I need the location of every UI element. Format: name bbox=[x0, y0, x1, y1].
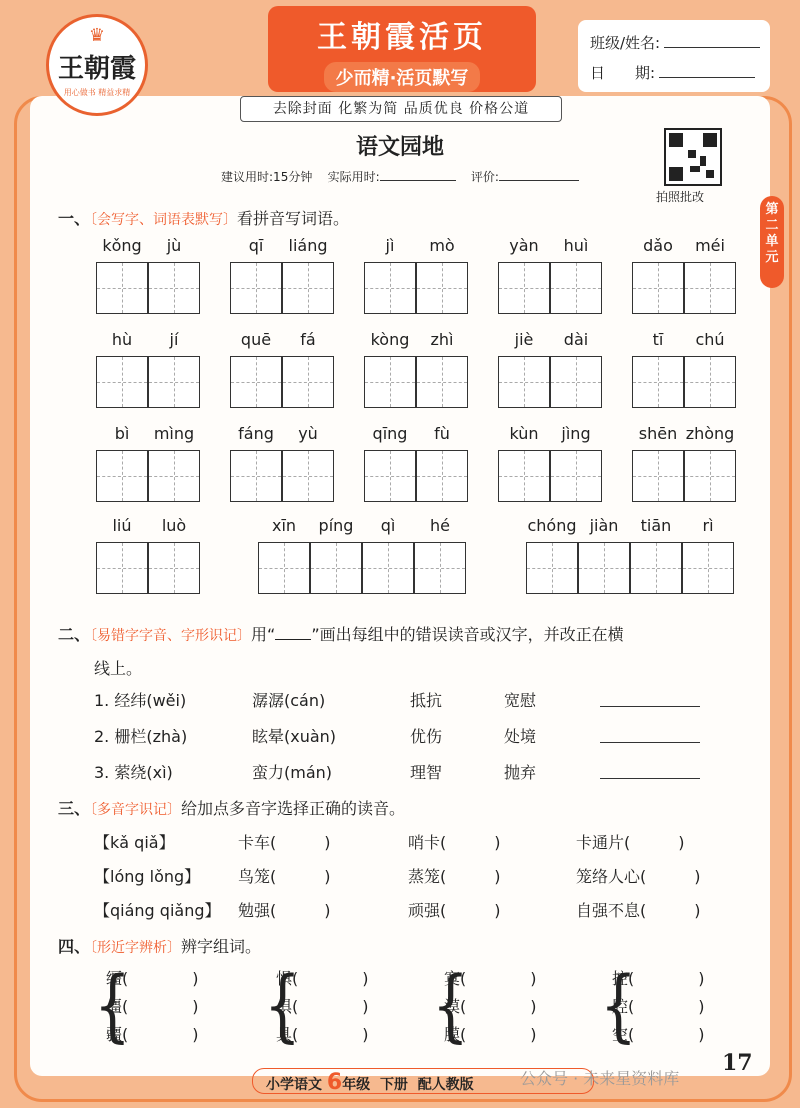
writing-cell[interactable] bbox=[364, 450, 416, 502]
section-4-tag: 〔形近字辨析〕 bbox=[90, 940, 182, 956]
date-field[interactable] bbox=[659, 63, 755, 78]
writing-cell[interactable] bbox=[310, 542, 362, 594]
pinyin-label: mò bbox=[429, 236, 455, 255]
similar-char-item[interactable]: 具( ) bbox=[276, 1025, 369, 1044]
section-4-heading: 四、〔形近字辨析〕辨字组词。 bbox=[58, 937, 262, 956]
pinyin-label: chú bbox=[695, 330, 725, 349]
pinyin-label: tiān bbox=[640, 516, 672, 535]
writing-cell[interactable] bbox=[578, 542, 630, 594]
polyphone-item[interactable]: 顽强( ) bbox=[408, 901, 501, 920]
error-item: 理智 bbox=[410, 763, 443, 782]
pinyin-label: tī bbox=[652, 330, 664, 349]
writing-cell[interactable] bbox=[632, 262, 684, 314]
error-item: 处境 bbox=[504, 727, 537, 746]
pinyin-label: chóng bbox=[527, 516, 577, 535]
pinyin-label: zhì bbox=[430, 330, 454, 349]
pinyin-label: jìng bbox=[561, 424, 591, 443]
similar-char-item[interactable]: 腔( ) bbox=[612, 997, 705, 1016]
polyphone-item[interactable]: 笼络人心( ) bbox=[576, 867, 701, 886]
logo-name: 王朝霞 bbox=[57, 54, 136, 84]
section-1-heading: 一、〔会写字、词语表默写〕看拼音写词语。 bbox=[58, 209, 350, 228]
polyphone-item[interactable]: 自强不息( ) bbox=[576, 901, 701, 920]
pinyin-label: fá bbox=[300, 330, 316, 349]
section-1-tag: 〔会写字、词语表默写〕 bbox=[90, 212, 238, 228]
footer-grade-number: 6 bbox=[326, 1070, 343, 1095]
pinyin-label: hù bbox=[111, 330, 133, 349]
footer-grade-text: 年级 bbox=[342, 1077, 371, 1093]
writing-cell[interactable] bbox=[96, 262, 148, 314]
writing-cell[interactable] bbox=[682, 542, 734, 594]
class-name-row bbox=[590, 32, 760, 53]
footer-edition: 配人教版 bbox=[417, 1077, 474, 1093]
polyphone-item[interactable]: 鸟笼( ) bbox=[238, 867, 331, 886]
date-row bbox=[590, 62, 755, 83]
writing-cell[interactable] bbox=[258, 542, 310, 594]
section-4-instruction: 辨字组词。 bbox=[181, 937, 262, 956]
polyphone-item[interactable]: 勉强( ) bbox=[238, 901, 331, 920]
actual-time-field[interactable] bbox=[380, 168, 456, 181]
pinyin-label: jí bbox=[169, 330, 179, 349]
pinyin-label: kǒng bbox=[102, 236, 142, 255]
pinyin-label: zhòng bbox=[685, 424, 735, 443]
writing-cell[interactable] bbox=[550, 356, 602, 408]
writing-cell[interactable] bbox=[230, 356, 282, 408]
watermark: 公众号 · 未来星资料库 bbox=[520, 1069, 680, 1088]
date-label: 日 期: bbox=[590, 64, 656, 82]
brace-icon: { bbox=[432, 959, 469, 1052]
writing-cell[interactable] bbox=[148, 542, 200, 594]
pinyin-label: dài bbox=[563, 330, 589, 349]
writing-cell[interactable] bbox=[498, 356, 550, 408]
similar-char-item[interactable]: 缰( ) bbox=[106, 969, 199, 988]
motto-strip: 去除封面 化繁为简 品质优良 价格公道 bbox=[240, 96, 562, 122]
pinyin-label: jù bbox=[166, 236, 182, 255]
error-item: 蛮力(mán) bbox=[252, 763, 333, 782]
logo-tag: 用心做书 精益求精 bbox=[63, 88, 131, 97]
pinyin-label: dǎo bbox=[643, 236, 673, 255]
error-item: 宽慰 bbox=[504, 691, 537, 710]
student-info-box bbox=[578, 20, 770, 92]
answer-line[interactable] bbox=[600, 706, 700, 707]
section-3-instruction: 给加点多音字选择正确的读音。 bbox=[181, 799, 406, 818]
class-name-label: 班级/姓名: bbox=[590, 34, 661, 52]
similar-char-item[interactable]: 俱( ) bbox=[276, 997, 369, 1016]
pinyin-options: 【qiáng qiǎng】 bbox=[94, 901, 221, 920]
pinyin-label: mìng bbox=[153, 424, 195, 443]
page-number: 17 bbox=[722, 1050, 753, 1076]
pinyin-label: qīng bbox=[372, 424, 408, 443]
writing-cell[interactable] bbox=[362, 542, 414, 594]
pinyin-label: jiè bbox=[514, 330, 534, 349]
unit-tab: 第二单元 bbox=[760, 196, 784, 288]
qr-code-icon[interactable] bbox=[664, 128, 722, 186]
similar-char-item[interactable]: 漠( ) bbox=[444, 997, 537, 1016]
error-item: 抵抗 bbox=[410, 691, 443, 710]
pinyin-label: xīn bbox=[271, 516, 297, 535]
writing-cell[interactable] bbox=[684, 356, 736, 408]
writing-cell[interactable] bbox=[416, 262, 468, 314]
writing-cell[interactable] bbox=[632, 450, 684, 502]
pinyin-label: méi bbox=[695, 236, 725, 255]
polyphone-item[interactable]: 卡车( ) bbox=[238, 833, 331, 852]
footer-volume: 下册 bbox=[379, 1077, 408, 1093]
class-name-field[interactable] bbox=[664, 33, 760, 48]
writing-cell[interactable] bbox=[684, 450, 736, 502]
pinyin-label: fù bbox=[434, 424, 450, 443]
pinyin-label: shēn bbox=[638, 424, 678, 443]
brand-title: 王朝霞活页 bbox=[317, 20, 487, 55]
writing-cell[interactable] bbox=[282, 262, 334, 314]
page-title: 语文园地 bbox=[355, 135, 444, 160]
pinyin-label: liú bbox=[112, 516, 132, 535]
error-item: 优伤 bbox=[410, 727, 443, 746]
error-item: 2. 栅栏(zhà) bbox=[94, 727, 188, 746]
writing-cell[interactable] bbox=[230, 262, 282, 314]
pinyin-label: qī bbox=[248, 236, 264, 255]
pinyin-label: kòng bbox=[370, 330, 410, 349]
brace-icon: { bbox=[264, 959, 301, 1052]
writing-cell[interactable] bbox=[498, 262, 550, 314]
evaluation-field[interactable] bbox=[499, 168, 579, 181]
pinyin-label: kùn bbox=[509, 424, 539, 443]
writing-cell[interactable] bbox=[282, 450, 334, 502]
writing-cell[interactable] bbox=[414, 542, 466, 594]
writing-cell[interactable] bbox=[416, 450, 468, 502]
writing-cell[interactable] bbox=[364, 262, 416, 314]
publisher-logo bbox=[46, 14, 148, 116]
pinyin-label: rì bbox=[702, 516, 714, 535]
pinyin-label: qì bbox=[380, 516, 396, 535]
actual-time-label: 实际用时: bbox=[327, 170, 380, 184]
writing-cell[interactable] bbox=[684, 262, 736, 314]
pinyin-label: píng bbox=[318, 516, 354, 535]
brace-icon: { bbox=[94, 959, 131, 1052]
writing-cell[interactable] bbox=[148, 450, 200, 502]
writing-cell[interactable] bbox=[550, 262, 602, 314]
pinyin-label: huì bbox=[563, 236, 589, 255]
error-item: 1. 经纬(wěi) bbox=[94, 691, 187, 710]
writing-cell[interactable] bbox=[632, 356, 684, 408]
writing-cell[interactable] bbox=[230, 450, 282, 502]
footer-bar bbox=[252, 1068, 474, 1095]
section-2-instruction-cont: 线上。 bbox=[94, 659, 143, 678]
section-3-heading: 三、〔多音字识记〕给加点多音字选择正确的读音。 bbox=[58, 799, 406, 818]
similar-char-item[interactable]: 寞( ) bbox=[444, 969, 537, 988]
writing-cell[interactable] bbox=[364, 356, 416, 408]
answer-line[interactable] bbox=[600, 742, 700, 743]
pinyin-label: jiàn bbox=[589, 516, 619, 535]
writing-cell[interactable] bbox=[498, 450, 550, 502]
error-item: 潺潺(cán) bbox=[252, 691, 326, 710]
pinyin-options: 【lóng lǒng】 bbox=[94, 867, 201, 886]
error-item: 抛弃 bbox=[504, 763, 537, 782]
writing-cell[interactable] bbox=[416, 356, 468, 408]
qr-label: 拍照批改 bbox=[656, 190, 705, 204]
similar-char-item[interactable]: 惧( ) bbox=[276, 969, 369, 988]
pinyin-label: bì bbox=[114, 424, 130, 443]
polyphone-item[interactable]: 卡通片( ) bbox=[576, 833, 685, 852]
section-2-tag: 〔易错字字音、字形识记〕 bbox=[90, 628, 252, 644]
crown-icon: ♛ bbox=[88, 25, 106, 46]
section-2-heading: 二、〔易错字字音、字形识记〕用“ ”画出每组中的错误读音或汉字，并改正在横 bbox=[58, 625, 624, 644]
similar-char-item[interactable]: 控( ) bbox=[612, 969, 705, 988]
writing-cell[interactable] bbox=[550, 450, 602, 502]
error-item: 眩晕(xuàn) bbox=[252, 727, 337, 746]
pinyin-label: luò bbox=[161, 516, 187, 535]
writing-cell[interactable] bbox=[96, 542, 148, 594]
pinyin-label: yù bbox=[298, 424, 318, 443]
pinyin-label: hé bbox=[430, 516, 450, 535]
similar-char-item[interactable]: 僵( ) bbox=[106, 997, 199, 1016]
similar-char-item[interactable]: 疆( ) bbox=[106, 1025, 199, 1044]
pinyin-label: jì bbox=[385, 236, 395, 255]
pinyin-label: fáng bbox=[238, 424, 274, 443]
pinyin-label: yàn bbox=[509, 236, 539, 255]
similar-char-item[interactable]: 膜( ) bbox=[444, 1025, 537, 1044]
section-3-tag: 〔多音字识记〕 bbox=[90, 802, 182, 818]
answer-line[interactable] bbox=[600, 778, 700, 779]
pinyin-label: liáng bbox=[288, 236, 328, 255]
writing-cell[interactable] bbox=[96, 450, 148, 502]
footer-subject: 小学语文 bbox=[266, 1077, 322, 1093]
section-1-instruction: 看拼音写词语。 bbox=[237, 209, 350, 228]
suggested-time: 建议用时:15分钟 bbox=[221, 170, 313, 184]
brand-slogan: 少而精·活页默写 bbox=[324, 62, 481, 92]
brand-banner bbox=[268, 6, 536, 92]
polyphone-item[interactable]: 哨卡( ) bbox=[408, 833, 501, 852]
brace-icon: { bbox=[600, 959, 637, 1052]
writing-cell[interactable] bbox=[96, 356, 148, 408]
writing-cell[interactable] bbox=[526, 542, 578, 594]
similar-char-item[interactable]: 空( ) bbox=[612, 1025, 705, 1044]
pinyin-options: 【kǎ qiǎ】 bbox=[94, 833, 175, 852]
writing-cell[interactable] bbox=[282, 356, 334, 408]
polyphone-item[interactable]: 蒸笼( ) bbox=[408, 867, 501, 886]
evaluation-label: 评价: bbox=[470, 170, 499, 184]
writing-cell[interactable] bbox=[148, 356, 200, 408]
writing-cell[interactable] bbox=[630, 542, 682, 594]
writing-cell[interactable] bbox=[148, 262, 200, 314]
error-item: 3. 萦绕(xì) bbox=[94, 763, 173, 782]
pinyin-label: quē bbox=[240, 330, 272, 349]
